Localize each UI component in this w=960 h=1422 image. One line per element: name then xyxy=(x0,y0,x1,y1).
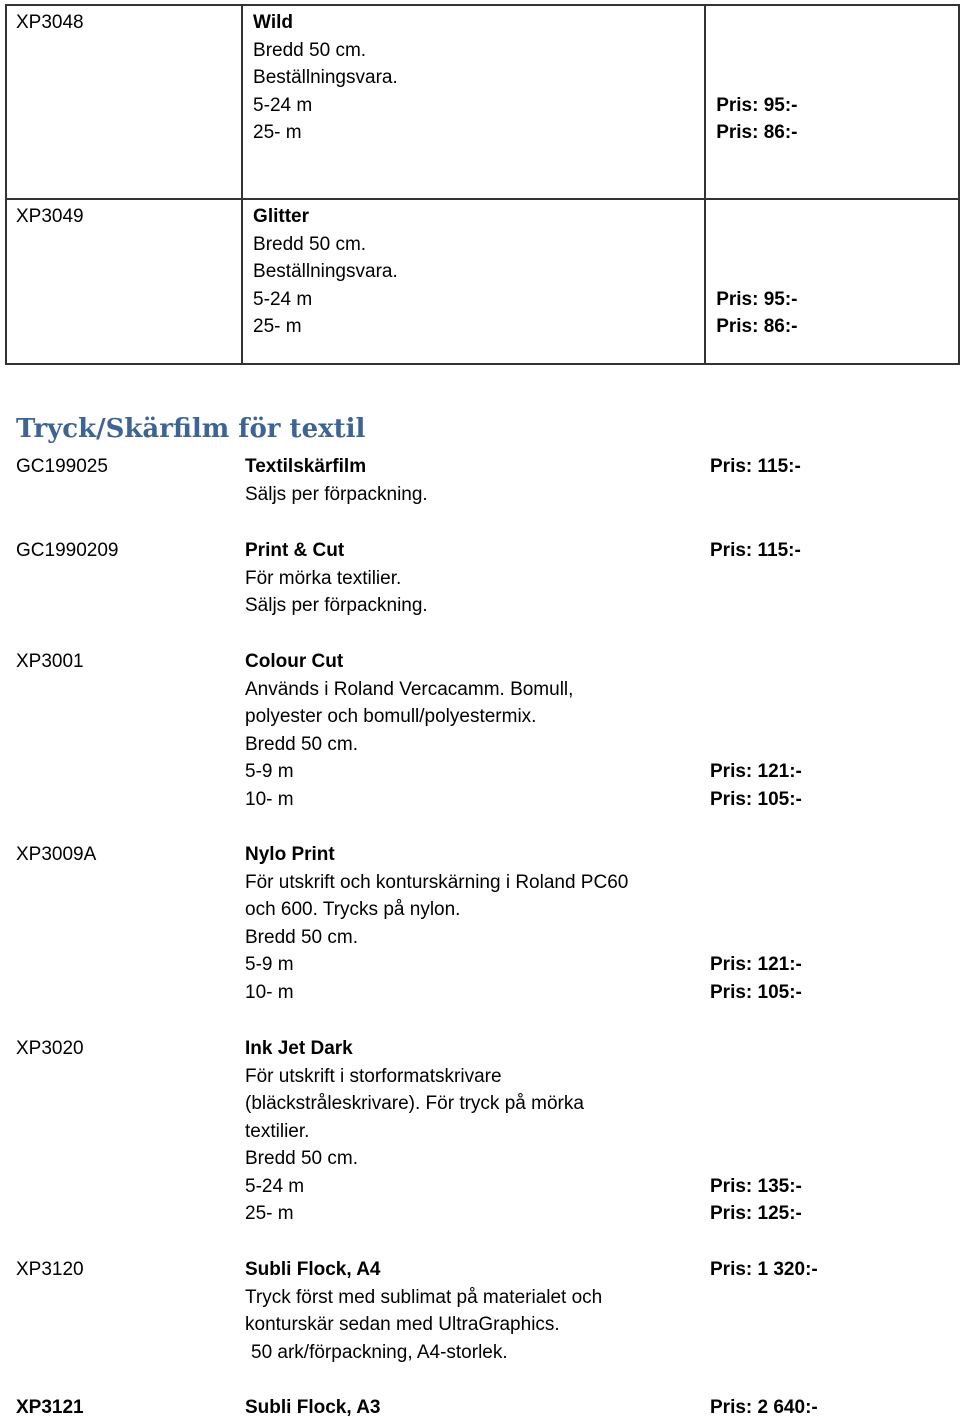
product-price: Pris: 1 320:- xyxy=(710,1259,818,1280)
product-price-cell xyxy=(705,199,959,364)
product-price: Pris: 121:- xyxy=(710,761,802,782)
product-line: Bredd 50 cm. xyxy=(245,926,358,948)
product-line: 50 ark/förpackning, A4-storlek. xyxy=(251,1341,508,1363)
product-line: Bredd 50 cm. xyxy=(245,733,358,755)
product-name: Colour Cut xyxy=(245,651,344,672)
product-price-column xyxy=(710,841,950,1006)
product-description xyxy=(245,537,685,620)
product-price: Pris: 115:- xyxy=(710,540,801,561)
product-code: GC1990209 xyxy=(16,540,119,561)
product-line: (bläckstråleskrivare). För tryck på mörka xyxy=(245,1093,584,1114)
product-price: Pris: 121:- xyxy=(710,954,802,975)
product-tier: 5-24 m xyxy=(253,94,313,116)
product-line: 25- m xyxy=(245,1203,294,1224)
product-line: 10- m xyxy=(245,788,294,810)
product-line: 5-9 m xyxy=(245,954,294,975)
product-description xyxy=(245,841,685,1006)
table-row xyxy=(6,5,959,199)
product-name: Wild xyxy=(253,12,293,33)
product-line: 5-9 m xyxy=(245,761,294,782)
product-price: Pris: 2 640:- xyxy=(710,1397,818,1418)
product-line: Bredd 50 cm. xyxy=(245,1148,358,1169)
product-tier: 25- m xyxy=(253,122,302,143)
product-line: Tryck först med sublimat på materialet och xyxy=(245,1286,603,1308)
product-code: XP3048 xyxy=(16,12,84,33)
product-line: polyester och bomull/polyestermix. xyxy=(245,706,537,727)
product-name: Ink Jet Dark xyxy=(245,1038,353,1059)
product-code: XP3121 xyxy=(16,1397,84,1418)
product-name: Glitter xyxy=(253,206,309,227)
product-price-column xyxy=(710,648,950,813)
table-row xyxy=(6,199,959,364)
product-price: Pris: 105:- xyxy=(710,981,802,1003)
product-line: Används i Roland Vercacamm. Bomull, xyxy=(245,678,574,700)
product-description xyxy=(245,1394,685,1422)
product-price: Pris: 86:- xyxy=(716,316,798,337)
product-description xyxy=(245,453,685,508)
product-description-cell xyxy=(242,5,705,199)
product-name: Subli Flock, A3 xyxy=(245,1397,381,1418)
product-price: Pris: 95:- xyxy=(716,288,798,310)
product-code-cell xyxy=(6,5,242,199)
product-code: XP3009A xyxy=(16,844,97,865)
product-tier: 5-24 m xyxy=(253,288,313,310)
product-code-cell xyxy=(6,199,242,364)
product-name: Textilskärfilm xyxy=(245,456,367,477)
product-table xyxy=(5,4,960,365)
product-price: Pris: 105:- xyxy=(710,788,802,810)
product-width: Bredd 50 cm. xyxy=(253,39,367,61)
product-code: XP3020 xyxy=(16,1038,84,1059)
product-code: XP3049 xyxy=(16,206,84,227)
section-heading: Tryck/Skärfilm för textil xyxy=(16,414,366,444)
product-tier: 25- m xyxy=(253,316,302,337)
product-price-column xyxy=(710,1035,950,1228)
product-note: Beställningsvara. xyxy=(253,67,398,88)
product-line: 10- m xyxy=(245,981,294,1003)
product-line: För utskrift och konturskärning i Roland PC60 xyxy=(245,871,629,893)
product-price: Pris: 125:- xyxy=(710,1203,802,1224)
product-description-cell xyxy=(242,199,705,364)
product-line: textilier. xyxy=(245,1120,310,1142)
product-line: Säljs per förpackning. xyxy=(245,595,428,616)
product-name: Print & Cut xyxy=(245,540,345,561)
product-price: Pris: 86:- xyxy=(716,122,798,143)
product-code: XP3120 xyxy=(16,1259,84,1280)
product-line: 5-24 m xyxy=(245,1175,305,1197)
product-price: Pris: 135:- xyxy=(710,1175,802,1197)
product-code: XP3001 xyxy=(16,651,84,672)
product-line: För mörka textilier. xyxy=(245,567,402,589)
product-name: Nylo Print xyxy=(245,844,335,865)
product-line: konturskär sedan med UltraGraphics. xyxy=(245,1314,560,1335)
product-description xyxy=(245,648,685,813)
product-code: GC199025 xyxy=(16,456,108,477)
product-note: Beställningsvara. xyxy=(253,261,398,282)
product-name: Subli Flock, A4 xyxy=(245,1259,381,1280)
product-description xyxy=(245,1256,685,1366)
product-line: Säljs per förpackning. xyxy=(245,483,428,505)
product-price: Pris: 115:- xyxy=(710,456,801,477)
product-price: Pris: 95:- xyxy=(716,94,798,116)
product-description xyxy=(245,1035,685,1228)
product-price-cell xyxy=(705,5,959,199)
product-line: För utskrift i storformatskrivare xyxy=(245,1065,502,1087)
product-line: och 600. Trycks på nylon. xyxy=(245,899,461,920)
product-width: Bredd 50 cm. xyxy=(253,233,367,255)
